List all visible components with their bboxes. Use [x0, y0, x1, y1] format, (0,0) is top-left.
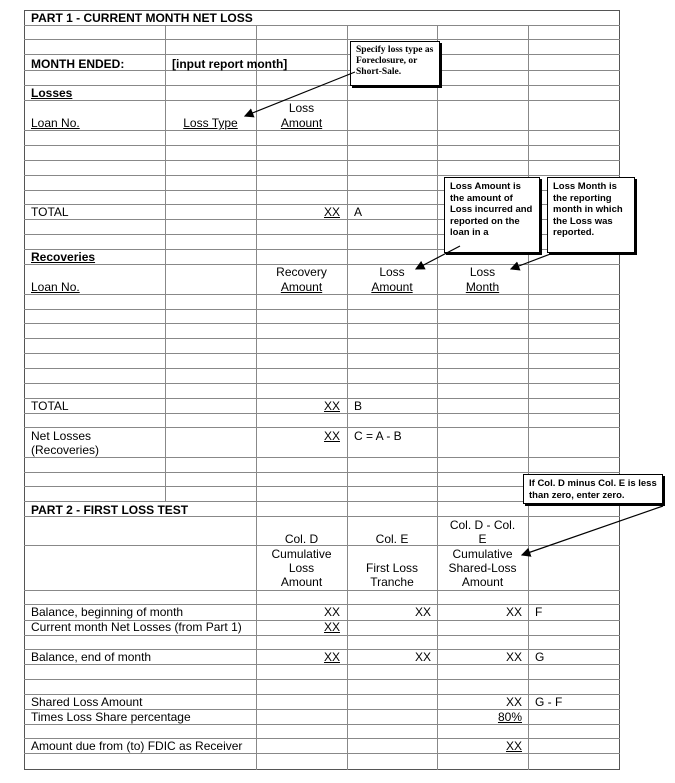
col-de-desc-line1: Cumulative: [452, 547, 513, 561]
row-balance-begin-ref: F: [535, 605, 543, 619]
row-balance-end-label: Balance, end of month: [31, 650, 152, 664]
col-de-desc-line3: Amount: [461, 575, 504, 589]
net-losses-label-line2: (Recoveries): [31, 443, 100, 457]
net-losses-xx: XX: [323, 429, 340, 443]
row-balance-begin-de: XX: [505, 605, 522, 619]
col-d-desc-line2: Loss: [288, 561, 315, 575]
col-e-desc-line2: Tranche: [370, 575, 414, 589]
loss-month-line2: Month: [465, 280, 500, 294]
loss-month-line1: Loss: [469, 265, 496, 279]
arrow-loss-type: [245, 72, 355, 116]
callout-loss-month: Loss Month is the reporting month in which the Loss was reported.: [547, 177, 635, 253]
recoveries-total-ref: B: [354, 399, 363, 413]
col-d-desc-line1: Cumulative: [271, 547, 332, 561]
recovery-amount-line2: Amount: [280, 280, 323, 294]
net-losses-ref: C = A - B: [354, 429, 402, 443]
col-d-desc-line3: Amount: [280, 575, 323, 589]
losses-total-xx: XX: [323, 205, 340, 219]
row-balance-begin-label: Balance, beginning of month: [31, 605, 184, 619]
losses-total-label: TOTAL: [31, 205, 69, 219]
col-de-desc-line2: Shared-Loss: [448, 561, 517, 575]
loss-type-header: Loss Type: [183, 116, 238, 130]
col-de-label-line1: Col. D - Col.: [449, 518, 516, 532]
recoveries-heading: Recoveries: [31, 250, 96, 264]
arrow-loss-amount: [416, 246, 460, 269]
row-current-net-losses-d: XX: [323, 620, 340, 634]
recoveries-total-label: TOTAL: [31, 399, 69, 413]
loan-no-header: Loan No.: [31, 116, 80, 130]
row-loss-share-pct-de: 80%: [497, 710, 522, 724]
col-e-desc-line1: First Loss: [365, 561, 418, 575]
row-shared-loss-de: XX: [505, 695, 522, 709]
losses-total-ref: A: [354, 205, 363, 219]
rec-loss-amount-line2: Amount: [371, 280, 413, 294]
net-losses-label-line1: Net Losses: [31, 429, 92, 443]
col-d-label: Col. D: [284, 532, 319, 546]
row-balance-begin-e: XX: [414, 605, 431, 619]
row-balance-end-de: XX: [505, 650, 522, 664]
arrow-loss-month: [511, 253, 553, 269]
row-balance-end-d: XX: [323, 650, 340, 664]
col-de-label-line2: E: [478, 532, 487, 546]
row-loss-share-pct-label: Times Loss Share percentage: [31, 710, 191, 724]
losses-heading: Losses: [31, 86, 73, 100]
row-amount-due-label: Amount due from (to) FDIC as Receiver: [31, 739, 243, 753]
col-e-label: Col. E: [375, 532, 409, 546]
row-shared-loss-label: Shared Loss Amount: [31, 695, 143, 709]
callout-loss-type: Specify loss type as Foreclosure, or Short-Sale.: [350, 41, 440, 86]
arrow-col-de: [522, 506, 663, 555]
row-current-net-losses-label: Current month Net Losses (from Part 1): [31, 620, 242, 634]
rec-loss-amount-line1: Loss: [379, 265, 405, 279]
recovery-amount-line1: Recovery: [276, 265, 327, 279]
month-ended-value: [input report month]: [172, 57, 288, 71]
row-balance-end-ref: G: [535, 650, 545, 664]
callout-col-de: If Col. D minus Col. E is less than zero, enter zero.: [523, 474, 663, 504]
row-amount-due-de: XX: [505, 739, 522, 753]
row-balance-begin-d: XX: [323, 605, 340, 619]
callout-loss-amount: Loss Amount is the amount of Loss incurred and reported on the loan in a: [444, 177, 540, 253]
rec-loan-no-header: Loan No.: [31, 280, 80, 294]
recoveries-total-xx: XX: [323, 399, 340, 413]
loss-amount-header-line1: Loss: [288, 101, 315, 115]
row-balance-end-e: XX: [414, 650, 431, 664]
part2-title: PART 2 - FIRST LOSS TEST: [31, 503, 189, 517]
part1-title: PART 1 - CURRENT MONTH NET LOSS: [31, 11, 253, 25]
month-ended-label: MONTH ENDED:: [31, 57, 125, 71]
row-shared-loss-ref: G - F: [535, 695, 563, 709]
loss-amount-header-line2: Amount: [280, 116, 323, 130]
